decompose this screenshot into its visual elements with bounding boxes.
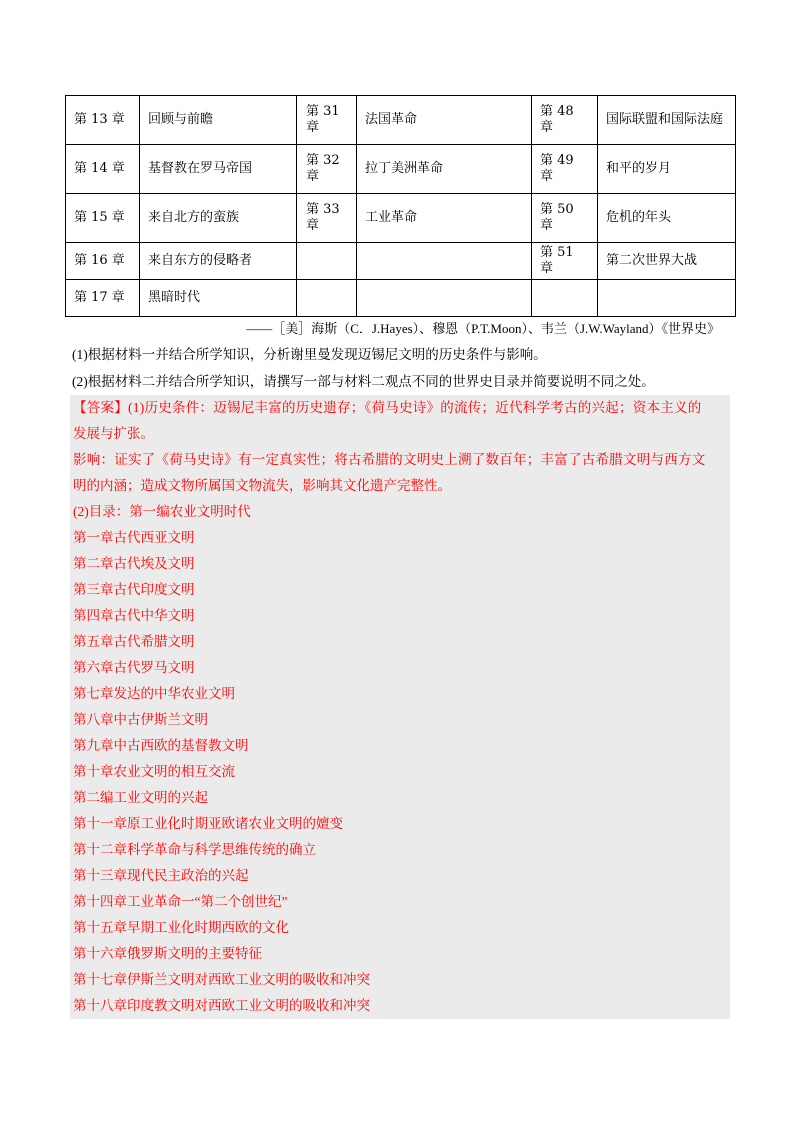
chapter-number: 第 50 章: [532, 194, 598, 243]
answer-line: 【答案】(1)历史条件：迈锡尼丰富的历史遗存；《荷马史诗》的流传；近代科学考古的兴起；资本主义的: [73, 400, 702, 415]
answer-line: 第十一章原工业化时期亚欧诸农业文明的嬗变: [73, 816, 343, 831]
chapter-number: 第 17 章: [66, 280, 140, 317]
chapter-title: 和平的岁月: [598, 145, 736, 194]
chapter-title: 危机的年头: [598, 194, 736, 243]
answer-line: 第四章古代中华文明: [73, 608, 195, 623]
answer-line: 第八章中古伊斯兰文明: [73, 712, 208, 727]
answer-line: 影响：证实了《荷马史诗》有一定真实性；将古希腊的文明史上溯了数百年；丰富了古希腊文明与西方文: [73, 452, 706, 467]
question-2: (2)根据材料二并结合所学知识，请撰写一部与材料二观点不同的世界史目录并简要说明不同之处。: [72, 374, 655, 389]
answer-block: [70, 395, 730, 1019]
answer-line: 第十五章早期工业化时期西欧的文化: [73, 920, 289, 935]
table-row: [66, 145, 736, 194]
chapter-number: 第 16 章: [66, 243, 140, 280]
chapter-number: 第 33 章: [297, 194, 357, 243]
table-row: [66, 280, 736, 317]
answer-line: 第七章发达的中华农业文明: [73, 686, 235, 701]
chapter-number: 第 51 章: [532, 243, 598, 280]
question-1: (1)根据材料一并结合所学知识，分析谢里曼发现迈锡尼文明的历史条件与影响。: [72, 347, 547, 362]
chapter-title: 来自北方的蛮族: [140, 194, 297, 243]
chapter-title: 工业革命: [357, 194, 532, 243]
chapter-number: [532, 280, 598, 317]
table-row: [66, 194, 736, 243]
answer-line: 第十四章工业革命一“第二个创世纪”: [73, 894, 288, 909]
answer-line: 发展与扩张。: [73, 426, 154, 441]
chapter-title: 第二次世界大战: [598, 243, 736, 280]
chapter-table: [65, 95, 736, 317]
answer-line: 第十八章印度教文明对西欧工业文明的吸收和冲突: [73, 998, 370, 1013]
answer-line: 第三章古代印度文明: [73, 582, 195, 597]
chapter-number: [297, 280, 357, 317]
answer-line: 第十七章伊斯兰文明对西欧工业文明的吸收和冲突: [73, 972, 370, 987]
chapter-title: 法国革命: [357, 96, 532, 145]
chapter-number: 第 15 章: [66, 194, 140, 243]
chapter-title: [357, 243, 532, 280]
source-citation: ——［美］海斯（C．J.Hayes）、穆恩（P.T.Moon）、韦兰（J.W.Wayland）《世界史》: [246, 321, 720, 336]
answer-line: 第九章中古西欧的基督教文明: [73, 738, 249, 753]
chapter-title: [598, 280, 736, 317]
answer-line: 明的内涵；造成文物所属国文物流失，影响其文化遗产完整性。: [73, 478, 451, 493]
answer-line: (2)目录：第一编农业文明时代: [73, 504, 251, 519]
chapter-number: 第 32 章: [297, 145, 357, 194]
answer-line: 第十六章俄罗斯文明的主要特征: [73, 946, 262, 961]
chapter-title: 来自东方的侵略者: [140, 243, 297, 280]
answer-line: 第二章古代埃及文明: [73, 556, 195, 571]
answer-line: 第二编工业文明的兴起: [73, 790, 208, 805]
table-row: [66, 243, 736, 280]
chapter-number: [297, 243, 357, 280]
answer-line: 第六章古代罗马文明: [73, 660, 195, 675]
chapter-title: 国际联盟和国际法庭: [598, 96, 736, 145]
chapter-title: 黑暗时代: [140, 280, 297, 317]
table-row: [66, 96, 736, 145]
answer-line: 第十章农业文明的相互交流: [73, 764, 235, 779]
chapter-title: [357, 280, 532, 317]
chapter-number: 第 48 章: [532, 96, 598, 145]
answer-line: 第五章古代希腊文明: [73, 634, 195, 649]
answer-tag: 【答案】: [73, 400, 128, 415]
chapter-number: 第 31 章: [297, 96, 357, 145]
chapter-title: 回顾与前瞻: [140, 96, 297, 145]
chapter-number: 第 13 章: [66, 96, 140, 145]
chapter-number: 第 14 章: [66, 145, 140, 194]
chapter-title: 基督教在罗马帝国: [140, 145, 297, 194]
answer-line: 第十二章科学革命与科学思维传统的确立: [73, 842, 316, 857]
answer-line: 第一章古代西亚文明: [73, 530, 195, 545]
answer-line: 第十三章现代民主政治的兴起: [73, 868, 249, 883]
chapter-number: 第 49 章: [532, 145, 598, 194]
chapter-title: 拉丁美洲革命: [357, 145, 532, 194]
